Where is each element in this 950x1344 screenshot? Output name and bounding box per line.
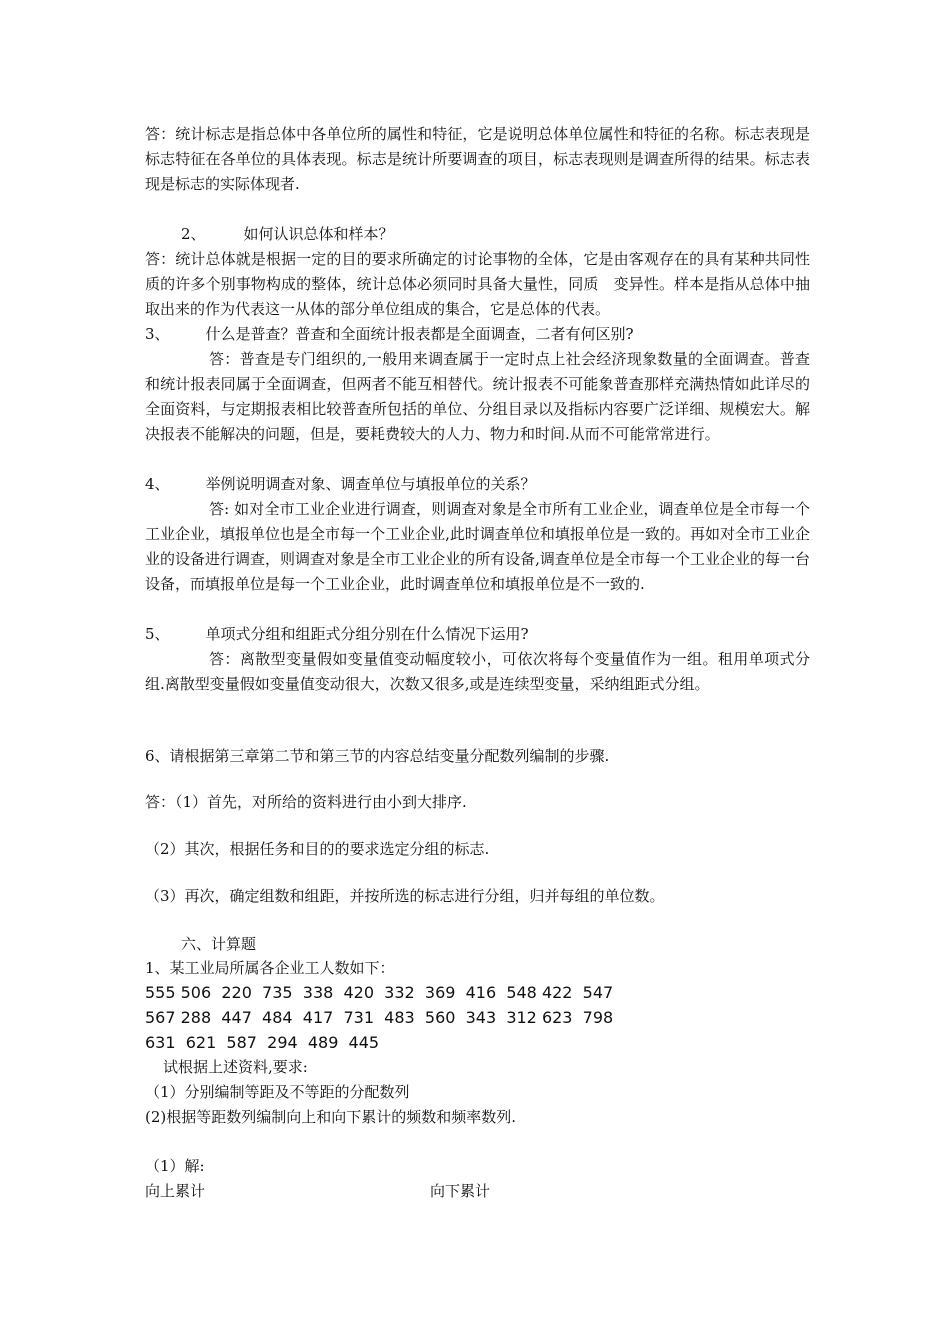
question-3-number: 3、 xyxy=(145,325,170,343)
question-2 xyxy=(145,222,394,247)
requirement-intro: 试根据上述资料,要求: xyxy=(163,1058,308,1076)
section-heading-calculation: 六、计算题 xyxy=(181,935,257,953)
answer-6-step-1: 答：（1）首先，对所给的资料进行由小到大排序. xyxy=(145,793,467,811)
calculation-question-1: 1、某工业局所属各企业工人数如下： xyxy=(145,959,395,977)
question-5-text: 单项式分组和组距式分组分别在什么情况下运用? xyxy=(205,625,529,643)
question-2-text: 如何认识总体和样本？ xyxy=(243,225,394,243)
question-3 xyxy=(145,322,634,347)
answer-4-paragraph: 答: 如对全市工业企业进行调查，则调查对象是全市所有工业企业，调查单位是全市每一个工业企业，填报单位也是全市每一个工业企业,此时调查单位和填报单位是一致的。再如对全市工业企业的设备进行调查，则调查对象是全市工业企业的所有设备,调查单位是全市每一个工业企业的每一台设备，而填报单位是每一个工业企业，此时调查单位和填报单位是不一致的. xyxy=(145,500,810,593)
question-2-number: 2、 xyxy=(181,225,206,243)
question-3-text: 什么是普查？普查和全面统计报表都是全面调查，二者有何区别? xyxy=(205,325,634,343)
question-4-number: 4、 xyxy=(145,475,170,493)
answer-2-paragraph: 答：统计总体就是根据一定的目的要求所确定的讨论事物的全体，它是由客观存在的具有某种共同性质的许多个别事物构成的整体，统计总体必须同时具备大量性，同质 变异性。样本是指从总体中抽取出来的作为代表这一从体的部分单位组成的集合，它是总体的代表。 xyxy=(145,250,810,318)
worker-count-row-1: 555 506 220 735 338 420 332 369 416 548 422 547 xyxy=(145,983,614,1002)
question-5-number: 5、 xyxy=(145,625,170,643)
worker-count-row-2: 567 288 447 484 417 731 483 560 343 312 623 798 xyxy=(145,1008,614,1027)
requirement-1: （1）分别编制等距及不等距的分配数列 xyxy=(145,1083,410,1101)
solution-label: （1）解: xyxy=(145,1157,205,1175)
answer-6-step-2: （2）其次，根据任务和目的的要求选定分组的标志. xyxy=(145,840,490,858)
worker-count-row-3: 631 621 587 294 489 445 xyxy=(145,1033,380,1052)
answer-3-paragraph: 答：普查是专门组织的,一般用来调查属于一定时点上社会经济现象数量的全面调查。普查和统计报表同属于全面调查，但两者不能互相替代。统计报表不可能象普查那样充满热情如此详尽的全面资料，与定期报表相比较普查所包括的单位、分组目录以及指标内容要广泛详细、规模宏大。解决报表不能解决的问题，但是，要耗费较大的人力、物力和时间.从而不可能常常进行。 xyxy=(145,350,810,443)
answer-5-paragraph: 答：离散型变量假如变量值变动幅度较小，可依次将每个变量值作为一组。租用单项式分组.离散型变量假如变量值变动很大，次数又很多,或是连续型变量，采纳组距式分组。 xyxy=(145,650,810,693)
requirement-2: (2)根据等距数列编制向上和向下累计的频数和频率数列. xyxy=(145,1108,517,1126)
cumulative-down-label: 向下累计 xyxy=(430,1182,491,1200)
question-4 xyxy=(145,472,536,497)
answer-6-step-3: （3）再次，确定组数和组距，并按所选的标志进行分组，归并每组的单位数。 xyxy=(145,887,665,905)
question-5 xyxy=(145,622,529,647)
answer-1-paragraph: 答：统计标志是指总体中各单位所的属性和特征，它是说明总体单位属性和特征的名称。标志表现是标志特征在各单位的具体表现。标志是统计所要调查的项目，标志表现则是调查所得的结果。标志表现是标志的实际体现者. xyxy=(145,125,810,193)
question-4-text: 举例说明调查对象、调查单位与填报单位的关系？ xyxy=(205,475,536,493)
cumulative-up-label: 向上累计 xyxy=(145,1182,206,1200)
question-6: 6、请根据第三章第二节和第三节的内容总结变量分配数列编制的步骤. xyxy=(145,747,610,765)
